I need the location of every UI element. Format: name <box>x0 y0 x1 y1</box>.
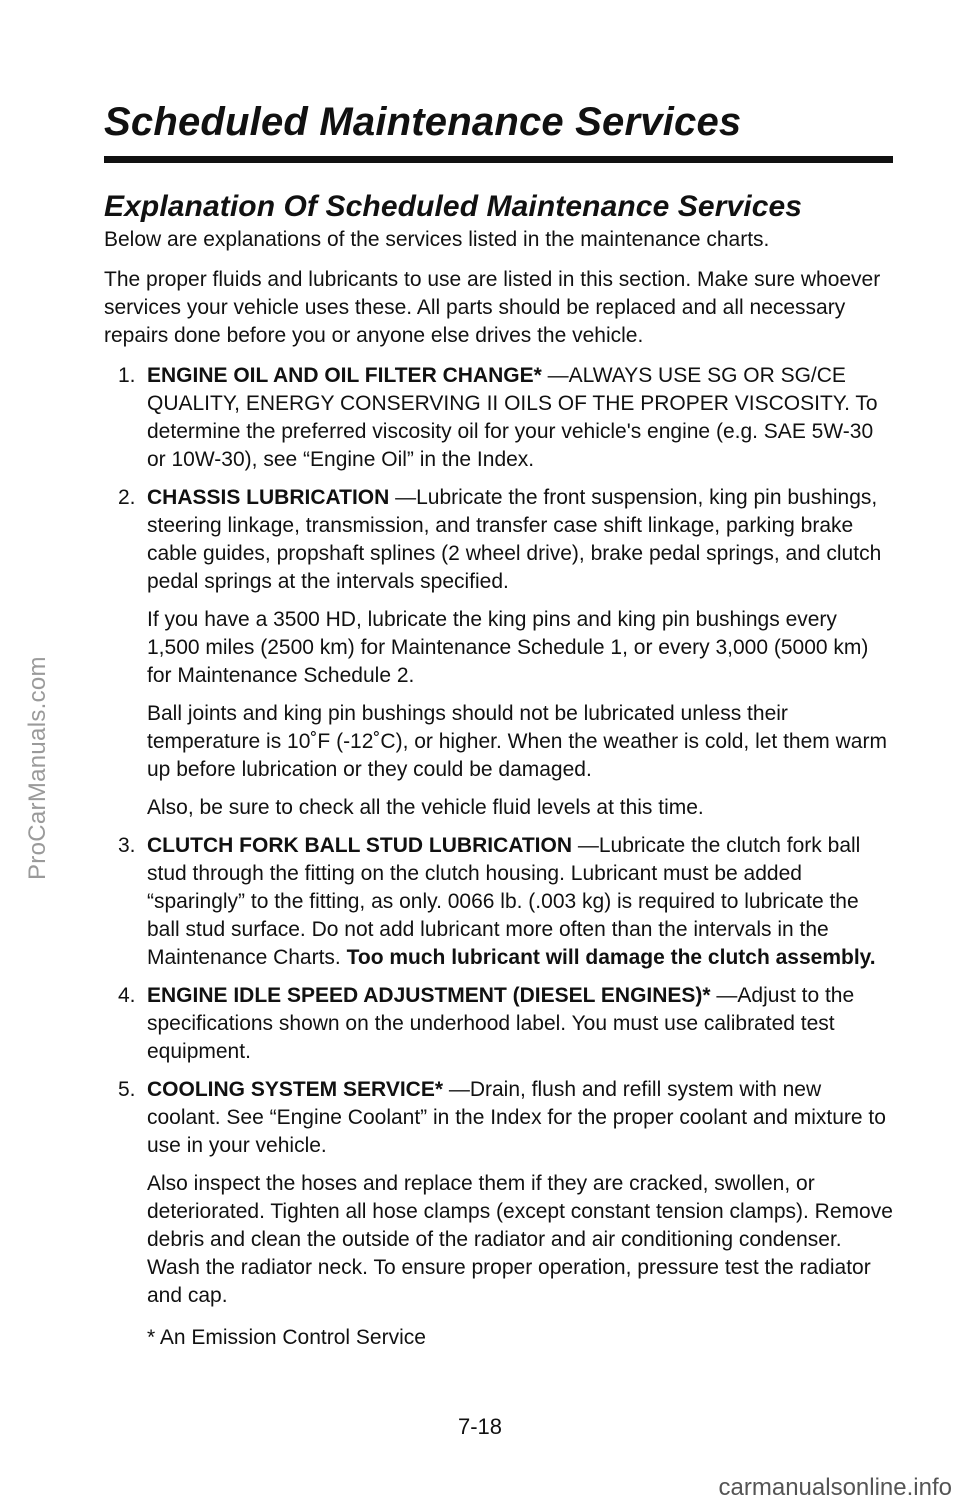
item-number: 3. <box>118 834 136 857</box>
item-subparagraph: Ball joints and king pin bushings should not be lubricated unless their temperature is 10˚F (-12˚C), or higher. When the weather is cold, let them warm up before lubrication or they could be damaged. <box>147 702 887 781</box>
title-rule <box>104 156 893 163</box>
item-number: 1. <box>118 364 136 387</box>
item-paragraph <box>147 1076 894 1160</box>
service-list <box>104 362 894 1310</box>
service-item <box>104 1076 894 1310</box>
item-paragraph <box>147 832 894 972</box>
footnote: * An Emission Control Service <box>147 1326 426 1349</box>
item-number: 5. <box>118 1078 136 1101</box>
item-number: 4. <box>118 984 136 1007</box>
intro-paragraph: The proper fluids and lubricants to use are listed in this section. Make sure whoever services your vehicle uses these. All parts should be replaced and all necessary repairs done before you or anyone else drives the vehicle. <box>104 268 881 347</box>
body-text <box>104 226 894 1352</box>
item-paragraph <box>147 982 894 1066</box>
item-paragraph <box>147 362 894 474</box>
item-subparagraph: Also, be sure to check all the vehicle fluid levels at this time. <box>147 796 704 819</box>
item-text: —Lubricate the front suspension, king pin bushings, steering linkage, transmission, and transfer case shift linkage, parking brake cable guides, propshaft splines (2 wheel drive), brake pedal springs, and clutch pedal springs at the intervals specified. <box>147 486 882 593</box>
item-text: —Drain, flush and refill system with new coolant. See “Engine Coolant” in the Index for the proper coolant and mixture to use in your vehicle. <box>147 1078 886 1157</box>
service-item <box>104 362 894 474</box>
item-text: —ALWAYS USE SG OR SG/CE QUALITY, ENERGY CONSERVING II OILS OF THE PROPER VISCOSITY. To determine the preferred viscosity oil for your vehicle's engine (e.g. SAE 5W-30 or 10W-30), see “Engine Oil” in the Index. <box>147 364 878 471</box>
service-item <box>104 484 894 822</box>
item-title: ENGINE IDLE SPEED ADJUSTMENT (DIESEL ENGINES)* <box>147 984 711 1007</box>
section-title: Scheduled Maintenance Services <box>104 100 742 144</box>
service-item <box>104 982 894 1066</box>
item-subparagraph: Also inspect the hoses and replace them if they are cracked, swollen, or deteriorated. Tighten all hose clamps (except constant tension clamps). Remove debris and clean the outside of the radiator and air conditioning condenser. Wash the radiator neck. To ensure proper operation, pressure test the radiator and cap. <box>147 1172 893 1307</box>
side-watermark: ProCarManuals.com <box>24 656 51 880</box>
bottom-watermark: carmanualsonline.info <box>718 1474 952 1501</box>
subheading: Explanation Of Scheduled Maintenance Services <box>104 190 803 223</box>
item-warning: Too much lubricant will damage the clutch assembly. <box>346 946 876 969</box>
item-paragraph <box>147 484 894 596</box>
item-subparagraph: If you have a 3500 HD, lubricate the king pins and king pin bushings every 1,500 miles (2500 km) for Maintenance Schedule 1, or every 3,000 (5000 km) for Maintenance Schedule 2. <box>147 608 869 687</box>
item-title: CLUTCH FORK BALL STUD LUBRICATION <box>147 834 573 857</box>
item-title: CHASSIS LUBRICATION <box>147 486 390 509</box>
service-item <box>104 832 894 972</box>
item-title: ENGINE OIL AND OIL FILTER CHANGE* <box>147 364 542 387</box>
item-number: 2. <box>118 486 136 509</box>
page-number: 7-18 <box>457 1414 503 1439</box>
item-text: —Adjust to the specifications shown on the underhood label. You must use calibrated test equipment. <box>147 984 855 1063</box>
item-title: COOLING SYSTEM SERVICE* <box>147 1078 443 1101</box>
intro-paragraph: Below are explanations of the services listed in the maintenance charts. <box>104 228 770 251</box>
item-text: —Lubricate the clutch fork ball stud through the fitting on the clutch housing. Lubricant must be added “sparingly” to the fitting, as only. 0066 lb. (.003 kg) is required to lubricate the ball stud surface. Do not add lubricant more often than the intervals in the Maintenance Charts. <box>147 834 861 969</box>
